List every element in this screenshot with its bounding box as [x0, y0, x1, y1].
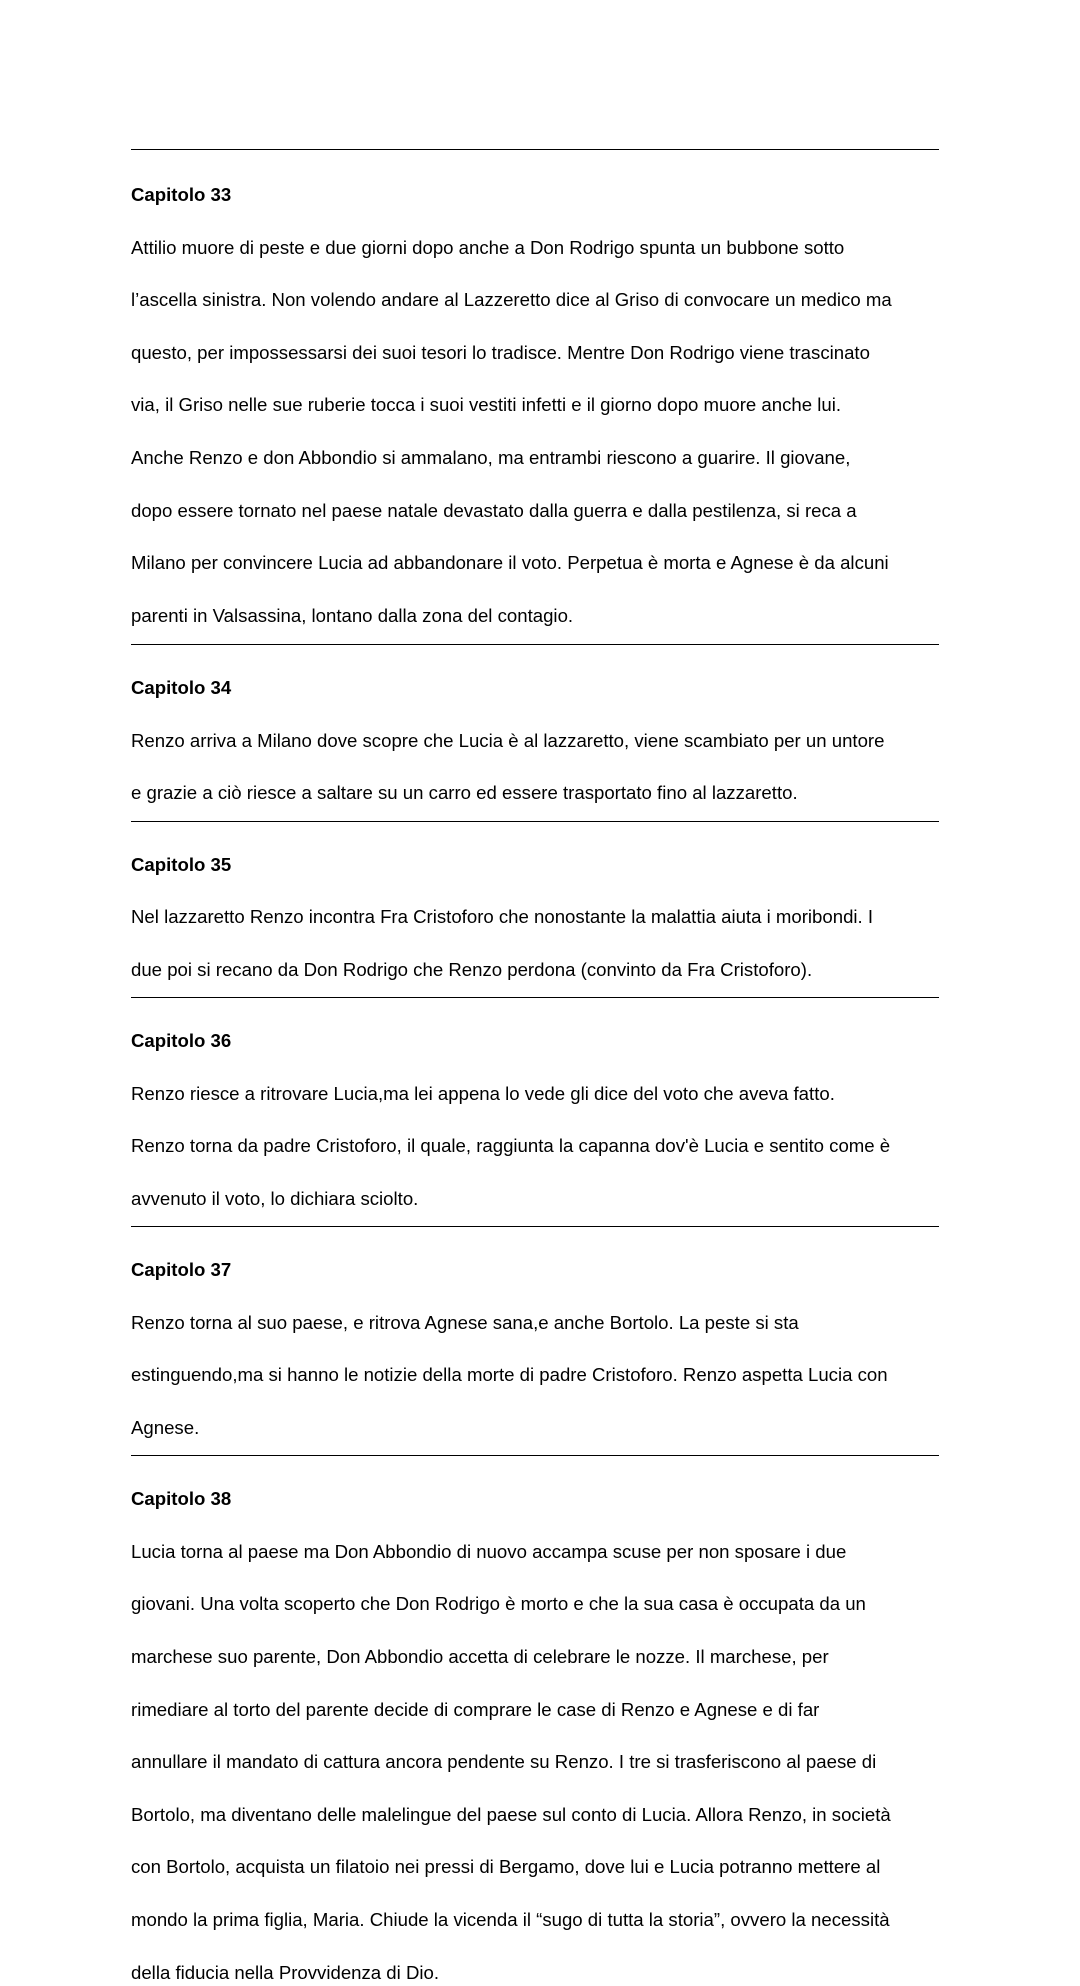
chapter-title: Capitolo 37: [131, 1259, 232, 1281]
chapter-text: [131, 208, 941, 629]
separator-line: [131, 644, 939, 645]
chapter-34: [131, 675, 941, 806]
text-line: annullare il mandato di cattura ancora pendente su Renzo. I tre si trasferiscono al paese di: [131, 1751, 877, 1773]
text-line: mondo la prima figlia, Maria. Chiude la vicenda il “sugo di tutta la storia”, ovvero la necessità: [131, 1908, 890, 1930]
text-line: questo, per impossessarsi dei suoi tesori lo tradisce. Mentre Don Rodrigo viene trascinato: [131, 341, 870, 363]
separator-line: [131, 997, 939, 998]
chapter-36: [131, 1028, 941, 1212]
text-line: rimediare al torto del parente decide di comprare le case di Renzo e Agnese e di far: [131, 1698, 820, 1720]
chapter-33: [131, 182, 941, 629]
separator-line: [131, 821, 939, 822]
text-line: Renzo torna da padre Cristoforo, il quale, raggiunta la capanna dov'è Lucia e sentito come è: [131, 1135, 891, 1157]
text-line: parenti in Valsassina, lontano dalla zona del contagio.: [131, 604, 574, 626]
text-line: dopo essere tornato nel paese natale devastato dalla guerra e dalla pestilenza, si reca a: [131, 499, 857, 521]
text-line: Lucia torna al paese ma Don Abbondio di nuovo accampa scuse per non sposare i due: [131, 1540, 847, 1562]
separator-line: [131, 1455, 939, 1456]
text-line: giovani. Una volta scoperto che Don Rodrigo è morto e che la sua casa è occupata da un: [131, 1593, 866, 1615]
chapter-title: Capitolo 36: [131, 1030, 232, 1052]
chapter-title: Capitolo 38: [131, 1488, 232, 1510]
text-line: Renzo torna al suo paese, e ritrova Agnese sana,e anche Bortolo. La peste si sta: [131, 1311, 799, 1333]
text-line: via, il Griso nelle sue ruberie tocca i suoi vestiti infetti e il giorno dopo muore anche lui.: [131, 394, 842, 416]
text-line: Bortolo, ma diventano delle malelingue del paese sul conto di Lucia. Allora Renzo, in società: [131, 1803, 891, 1825]
text-line: due poi si recano da Don Rodrigo che Renzo perdona (convinto da Fra Cristoforo).: [131, 958, 813, 980]
text-line: Nel lazzaretto Renzo incontra Fra Cristoforo che nonostante la malattia aiuta i moribondi. I: [131, 906, 874, 928]
chapter-title: Capitolo 33: [131, 184, 232, 205]
text-line: marchese suo parente, Don Abbondio accetta di celebrare le nozze. Il marchese, per: [131, 1645, 829, 1667]
chapter-title: Capitolo 34: [131, 677, 232, 699]
text-line: Milano per convincere Lucia ad abbandonare il voto. Perpetua è morta e Agnese è da alcuni: [131, 552, 889, 574]
chapter-37: [131, 1257, 941, 1441]
chapter-text: [131, 1283, 941, 1441]
text-line: Renzo riesce a ritrovare Lucia,ma lei appena lo vede gli dice del voto che aveva fatto.: [131, 1082, 835, 1104]
text-line: e grazie a ciò riesce a saltare su un carro ed essere trasportato fino al lazzaretto.: [131, 782, 798, 804]
text-line: Agnese.: [131, 1416, 200, 1438]
document-page: [131, 149, 941, 1986]
text-line: con Bortolo, acquista un filatoio nei pressi di Bergamo, dove lui e Lucia potranno mettere al: [131, 1856, 881, 1878]
text-line: della fiducia nella Provvidenza di Dio.: [131, 1961, 440, 1983]
text-line: avvenuto il voto, lo dichiara sciolto.: [131, 1187, 419, 1209]
chapter-text: [131, 701, 941, 806]
chapter-35: [131, 852, 941, 983]
text-line: Attilio muore di peste e due giorni dopo anche a Don Rodrigo spunta un bubbone sotto: [131, 236, 845, 258]
text-line: Renzo arriva a Milano dove scopre che Lucia è al lazzaretto, viene scambiato per un untore: [131, 729, 885, 751]
separator-line: [131, 1226, 939, 1227]
chapter-text: [131, 878, 941, 983]
text-line: estinguendo,ma si hanno le notizie della morte di padre Cristoforo. Renzo aspetta Lucia con: [131, 1364, 888, 1386]
text-line: l’ascella sinistra. Non volendo andare al Lazzeretto dice al Griso di convocare un medico ma: [131, 289, 892, 311]
chapter-text: [131, 1054, 941, 1212]
chapter-text: [131, 1512, 941, 1985]
chapter-title: Capitolo 35: [131, 853, 232, 875]
chapter-38: [131, 1486, 941, 1986]
text-line: Anche Renzo e don Abbondio si ammalano, ma entrambi riescono a guarire. Il giovane,: [131, 446, 851, 468]
separator-line: [131, 149, 939, 150]
